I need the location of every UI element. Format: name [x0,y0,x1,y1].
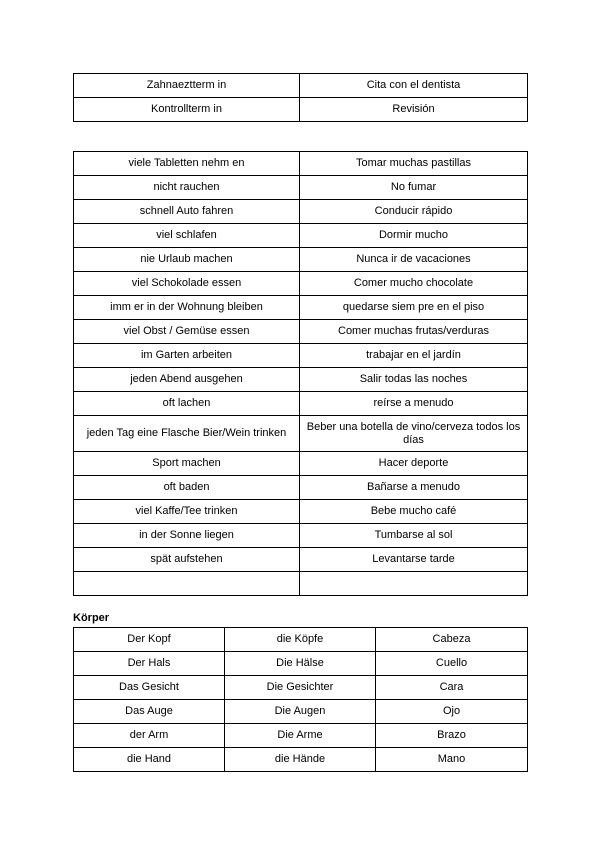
german-phrase-cell: in der Sonne liegen [74,524,300,548]
spanish-phrase-cell: Beber una botella de vino/cerveza todos los días [300,416,528,452]
table-row [74,724,528,748]
german-term-cell: Kontrollterm in [74,98,300,122]
spanish-phrase-cell: Bañarse a menudo [300,476,528,500]
german-phrase-cell: spät aufstehen [74,548,300,572]
spanish-phrase-cell: Nunca ir de vacaciones [300,248,528,272]
plural-cell: Die Arme [225,724,376,748]
body-parts-table [73,627,528,772]
activities-table [73,151,528,596]
table-row [74,476,528,500]
appointments-table [73,73,528,122]
table-row [74,524,528,548]
spanish-phrase-cell: Tomar muchas pastillas [300,152,528,176]
german-phrase-cell: oft lachen [74,392,300,416]
singular-cell: Der Hals [74,652,225,676]
spanish-phrase-cell: Comer muchas frutas/verduras [300,320,528,344]
table-row [74,248,528,272]
table-row [74,452,528,476]
table-row [74,368,528,392]
table-row [74,344,528,368]
german-phrase-cell: jeden Abend ausgehen [74,368,300,392]
spanish-phrase-cell: quedarse siem pre en el piso [300,296,528,320]
spanish-cell: Cuello [376,652,528,676]
table-row [74,676,528,700]
table-row [74,152,528,176]
spanish-phrase-cell: Bebe mucho café [300,500,528,524]
table-row [74,748,528,772]
spanish-cell: Cabeza [376,628,528,652]
spanish-phrase-cell: Comer mucho chocolate [300,272,528,296]
spanish-cell: Mano [376,748,528,772]
german-phrase-cell: oft baden [74,476,300,500]
german-phrase-cell: viel Obst / Gemüse essen [74,320,300,344]
plural-cell: Die Hälse [225,652,376,676]
german-phrase-cell: nie Urlaub machen [74,248,300,272]
spanish-phrase-cell: Levantarse tarde [300,548,528,572]
german-phrase-cell: schnell Auto fahren [74,200,300,224]
spanish-cell: Cara [376,676,528,700]
plural-cell: die Köpfe [225,628,376,652]
german-phrase-cell: im Garten arbeiten [74,344,300,368]
spanish-phrase-cell: Hacer deporte [300,452,528,476]
spanish-translation-cell: Revisión [300,98,528,122]
table-row [74,320,528,344]
table-row [74,548,528,572]
singular-cell: Das Gesicht [74,676,225,700]
german-phrase-cell: viele Tabletten nehm en [74,152,300,176]
spanish-phrase-cell: trabajar en el jardín [300,344,528,368]
table-row [74,628,528,652]
german-phrase-cell: Sport machen [74,452,300,476]
german-phrase-cell: jeden Tag eine Flasche Bier/Wein trinken [74,416,300,452]
spanish-translation-cell: Cita con el dentista [300,74,528,98]
plural-cell: die Hände [225,748,376,772]
table-row [74,74,528,98]
table-row [74,500,528,524]
german-phrase-cell: viel schlafen [74,224,300,248]
table-row [74,652,528,676]
singular-cell: Das Auge [74,700,225,724]
spanish-phrase-cell: Dormir mucho [300,224,528,248]
table-row [74,224,528,248]
plural-cell: Die Gesichter [225,676,376,700]
german-phrase-cell: imm er in der Wohnung bleiben [74,296,300,320]
spanish-phrase-cell: No fumar [300,176,528,200]
table-row [74,200,528,224]
empty-table-row [74,572,528,596]
german-phrase-cell: viel Schokolade essen [74,272,300,296]
table-row [74,98,528,122]
table-row [74,416,528,452]
table-row [74,392,528,416]
singular-cell: die Hand [74,748,225,772]
spanish-cell: Ojo [376,700,528,724]
table-row [74,272,528,296]
plural-cell: Die Augen [225,700,376,724]
german-phrase-cell: nicht rauchen [74,176,300,200]
german-term-cell: Zahnaeztterm in [74,74,300,98]
table-row [74,700,528,724]
section-heading-body: Körper [73,612,110,624]
empty-cell [74,572,300,596]
spanish-phrase-cell: Conducir rápido [300,200,528,224]
singular-cell: Der Kopf [74,628,225,652]
spanish-phrase-cell: reírse a menudo [300,392,528,416]
empty-cell [300,572,528,596]
spanish-cell: Brazo [376,724,528,748]
spanish-phrase-cell: Salir todas las noches [300,368,528,392]
singular-cell: der Arm [74,724,225,748]
table-row [74,176,528,200]
table-row [74,296,528,320]
spanish-phrase-cell: Tumbarse al sol [300,524,528,548]
german-phrase-cell: viel Kaffe/Tee trinken [74,500,300,524]
